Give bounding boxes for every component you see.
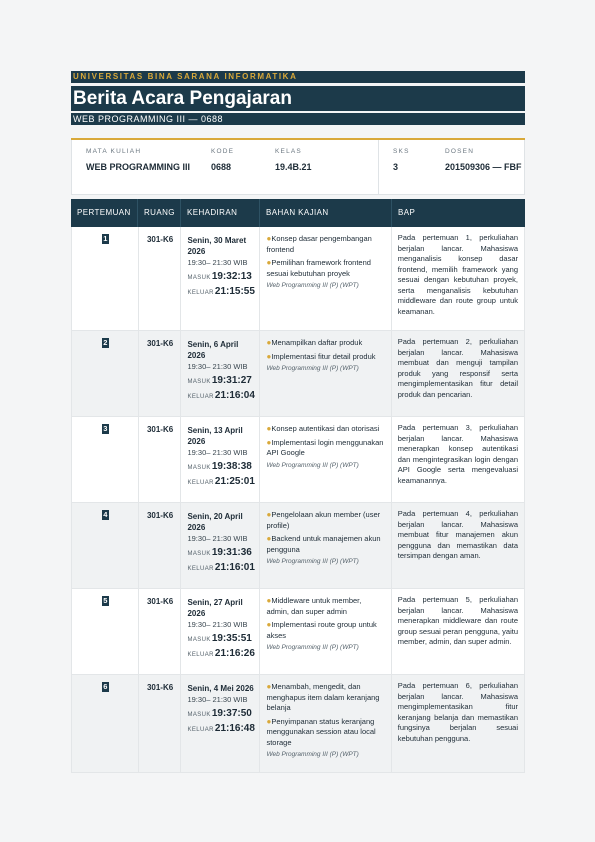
- topic-text: Konsep dasar pengembangan frontend: [266, 234, 372, 254]
- meta-course-label: MATA KULIAH: [86, 148, 142, 155]
- meta-sks: [378, 140, 431, 194]
- check-in: [187, 633, 254, 644]
- check-in-label: MASUK: [187, 275, 211, 281]
- bullet-icon: ●: [266, 534, 272, 543]
- check-in-time: 19:31:27: [211, 375, 252, 386]
- meta-lecturer-label: DOSEN: [445, 148, 475, 155]
- room-cell: 301-K6: [139, 227, 182, 330]
- bullet-icon: ●: [266, 437, 272, 447]
- topic-source: Web Programming III (P) (WPT): [266, 282, 359, 289]
- topic-text: Backend untuk manajemen akun pengguna: [266, 534, 381, 554]
- meeting-number-cell: [72, 503, 139, 588]
- bullet-icon: ●: [266, 338, 272, 347]
- check-in: [187, 271, 254, 282]
- topic-item: [266, 338, 385, 349]
- bap-text: Pada pertemuan 4, perkuliahan berjalan lancar. Mahasiswa membuat fitur manajemen akun pengguna dan memastikan data tersimpan dengan aman.: [397, 509, 518, 560]
- meta-class-label: KELAS: [275, 148, 302, 155]
- meeting-number-cell: [72, 227, 139, 330]
- check-in-time: 19:38:38: [211, 461, 252, 472]
- check-out: [187, 723, 254, 734]
- attendance-cell: [181, 503, 260, 588]
- topic-text: Implementasi fitur detail produk: [271, 351, 376, 361]
- topic-text: Pemilihan framework frontend sesuai kebutuhan proyek: [266, 258, 371, 278]
- bap-text: Pada pertemuan 6, perkuliahan berjalan lancar. Mahasiswa mengimplementasikan fitur keranjang belanja dan memastikan fungsinya berjalan sesuai kebutuhan pengguna.: [397, 681, 518, 743]
- header-kehadiran: KEHADIRAN: [181, 199, 260, 227]
- topic-source: Web Programming III (P) (WPT): [266, 644, 359, 651]
- check-in: [187, 547, 254, 558]
- table-row: [71, 227, 525, 331]
- topic-text: Pengelolaan akun member (user profile): [266, 510, 381, 530]
- topics-cell: [260, 417, 391, 502]
- meta-class: [261, 140, 378, 194]
- session-time: 19:30– 21:30 WIB: [187, 258, 248, 267]
- attendance-cell: [181, 675, 260, 772]
- topic-text: Menambah, mengedit, dan menghapus item dalam keranjang belanja: [266, 682, 380, 712]
- course-meta: [71, 140, 525, 195]
- session-time: 19:30– 21:30 WIB: [187, 448, 248, 457]
- check-out-time: 21:16:01: [214, 562, 255, 573]
- meeting-number: 1: [103, 234, 108, 243]
- meta-sks-label: SKS: [393, 148, 410, 155]
- meeting-number-cell: [72, 589, 139, 674]
- bullet-icon: ●: [266, 620, 272, 629]
- topic-item: [266, 234, 385, 255]
- attendance-cell: [181, 589, 260, 674]
- bullet-icon: ●: [266, 716, 272, 726]
- check-in-time: 19:32:13: [211, 271, 252, 282]
- check-out-label: KELUAR: [187, 652, 214, 658]
- topic-text: Implementasi login menggunakan API Google: [266, 437, 384, 457]
- topics-cell: [260, 331, 391, 416]
- meta-course: [72, 140, 197, 194]
- check-out-time: 21:15:55: [214, 286, 255, 297]
- topic-item: [266, 534, 385, 555]
- topic-source: Web Programming III (P) (WPT): [266, 751, 359, 758]
- check-out-time: 21:16:48: [214, 723, 255, 734]
- bullet-icon: ●: [266, 351, 272, 361]
- header-pertemuan: PERTEMUAN: [71, 199, 138, 227]
- check-out-label: KELUAR: [187, 727, 214, 733]
- meeting-number-cell: [72, 417, 139, 502]
- bap-text: Pada pertemuan 1, perkuliahan berjalan lancar. Mahasiswa menganalisis konsep dasar frontend, memilih framework yang sesuai dengan kebutuhan proyek, serta menganalisis kebutuhan middleware dan route group untuk keamanan.: [397, 233, 518, 316]
- topic-text: Middleware untuk member, admin, dan super admin: [266, 596, 362, 616]
- table-row: [71, 331, 525, 417]
- topic-source: Web Programming III (P) (WPT): [266, 461, 359, 469]
- check-out: [187, 390, 254, 401]
- topic-item: [266, 258, 385, 279]
- table-row: [71, 503, 525, 589]
- check-out-label: KELUAR: [187, 290, 214, 296]
- check-out-time: 21:16:04: [214, 390, 255, 401]
- session-time: 19:30– 21:30 WIB: [187, 695, 248, 704]
- table-row: [71, 417, 525, 503]
- topic-item: [266, 438, 385, 459]
- topics-cell: [260, 227, 391, 330]
- check-in-time: 19:37:50: [211, 708, 252, 719]
- session-date: Senin, 27 April 2026: [187, 598, 243, 618]
- session-date: Senin, 13 April 2026: [187, 426, 243, 446]
- check-in-label: MASUK: [187, 465, 211, 471]
- room-cell: 301-K6: [139, 675, 182, 772]
- check-out-time: 21:16:26: [214, 648, 255, 659]
- header-ruang: RUANG: [138, 199, 181, 227]
- check-out: [187, 648, 254, 659]
- bap-text: Pada pertemuan 5, perkuliahan berjalan lancar. Mahasiswa menerapkan middleware dan route group sesuai peran pengguna, yaitu member, admin, dan super admin.: [397, 595, 518, 646]
- topic-item: [266, 596, 385, 617]
- session-time: 19:30– 21:30 WIB: [187, 534, 248, 543]
- course-subtitle: WEB PROGRAMMING III — 0688: [71, 113, 525, 125]
- meeting-number-cell: [72, 675, 139, 772]
- topic-item: [266, 620, 385, 641]
- session-date: Senin, 20 April 2026: [187, 512, 243, 532]
- topic-text: Penyimpanan status keranjang menggunakan session atau local storage: [266, 716, 376, 747]
- bap-text: Pada pertemuan 2, perkuliahan berjalan lancar. Mahasiswa membuat dan menguji tampilan produk yang responsif serta mengimplementasikan fitur detail produk dan pencarian.: [397, 337, 518, 399]
- check-in-label: MASUK: [187, 379, 211, 385]
- topic-item: [266, 352, 385, 363]
- attendance-cell: [181, 331, 260, 416]
- topic-item: [266, 510, 385, 531]
- meeting-number: 4: [103, 510, 108, 519]
- topics-cell: [260, 503, 391, 588]
- topic-text: Konsep autentikasi dan otorisasi: [271, 424, 380, 433]
- bullet-icon: ●: [266, 510, 272, 519]
- table-row: [71, 675, 525, 773]
- bullet-icon: ●: [266, 424, 272, 433]
- meta-code-label: KODE: [211, 148, 235, 155]
- document-page: [71, 71, 525, 773]
- header-bap: BAP: [398, 208, 416, 217]
- room-cell: 301-K6: [139, 331, 182, 416]
- meeting-number: 6: [103, 682, 108, 691]
- session-time: 19:30– 21:30 WIB: [187, 620, 248, 629]
- header-bahan-kajian: BAHAN KAJIAN: [260, 199, 392, 227]
- session-date: Senin, 4 Mei 2026: [187, 684, 254, 693]
- room-cell: 301-K6: [139, 417, 182, 502]
- topic-source: Web Programming III (P) (WPT): [266, 558, 359, 565]
- page-title: Berita Acara Pengajaran: [71, 86, 525, 111]
- topic-item: [266, 424, 385, 435]
- bap-text: Pada pertemuan 3, perkuliahan berjalan lancar. Mahasiswa menerapkan konsep autentikasi dan mengintegrasikan login dengan API Google serta mengevaluasi keamanannya.: [397, 423, 518, 485]
- topic-item: [266, 717, 385, 749]
- check-in: [187, 708, 254, 719]
- table-header: [71, 199, 525, 227]
- room-cell: 301-K6: [139, 503, 182, 588]
- check-in-time: 19:35:51: [211, 633, 252, 644]
- meeting-number: 5: [103, 596, 108, 605]
- check-in-label: MASUK: [187, 637, 211, 643]
- check-in: [187, 461, 254, 472]
- check-in-label: MASUK: [187, 712, 211, 718]
- check-out-label: KELUAR: [187, 394, 214, 400]
- check-in: [187, 375, 254, 386]
- check-out-label: KELUAR: [187, 566, 214, 572]
- bullet-icon: ●: [266, 258, 272, 267]
- meeting-number: 3: [103, 424, 108, 433]
- meeting-number-cell: [72, 331, 139, 416]
- meta-code: [197, 140, 261, 194]
- check-in-time: 19:31:36: [211, 547, 252, 558]
- session-time: 19:30– 21:30 WIB: [187, 362, 248, 371]
- check-out-label: KELUAR: [187, 480, 214, 486]
- attendance-cell: [181, 417, 260, 502]
- bullet-icon: ●: [266, 234, 272, 243]
- topic-text: Menampilkan daftar produk: [271, 338, 363, 347]
- bullet-icon: ●: [266, 682, 272, 691]
- meta-sks-value: 3: [393, 162, 399, 172]
- topic-item: [266, 682, 385, 714]
- attendance-cell: [181, 227, 260, 330]
- meta-course-value: WEB PROGRAMMING III: [86, 162, 190, 172]
- check-out-time: 21:25:01: [214, 476, 255, 487]
- table-row: [71, 589, 525, 675]
- meta-code-value: 0688: [211, 162, 232, 172]
- meta-lecturer: [431, 140, 524, 194]
- topics-cell: [260, 675, 391, 772]
- bullet-icon: ●: [266, 596, 272, 605]
- meeting-number: 2: [103, 338, 108, 347]
- check-out: [187, 562, 254, 573]
- meta-lecturer-value: 201509306 — FBF: [445, 162, 522, 172]
- university-name: UNIVERSITAS BINA SARANA INFORMATIKA: [71, 71, 525, 83]
- topic-source: Web Programming III (P) (WPT): [266, 365, 359, 372]
- check-in-label: MASUK: [187, 551, 211, 557]
- session-date: Senin, 30 Maret 2026: [187, 236, 247, 256]
- topics-cell: [260, 589, 391, 674]
- check-out: [187, 476, 254, 487]
- room-cell: 301-K6: [139, 589, 182, 674]
- table-body: [71, 227, 525, 773]
- topic-text: Implementasi route group untuk akses: [266, 620, 377, 640]
- check-out: [187, 286, 254, 297]
- session-date: Senin, 6 April 2026: [187, 340, 239, 360]
- meta-class-value: 19.4B.21: [275, 162, 312, 172]
